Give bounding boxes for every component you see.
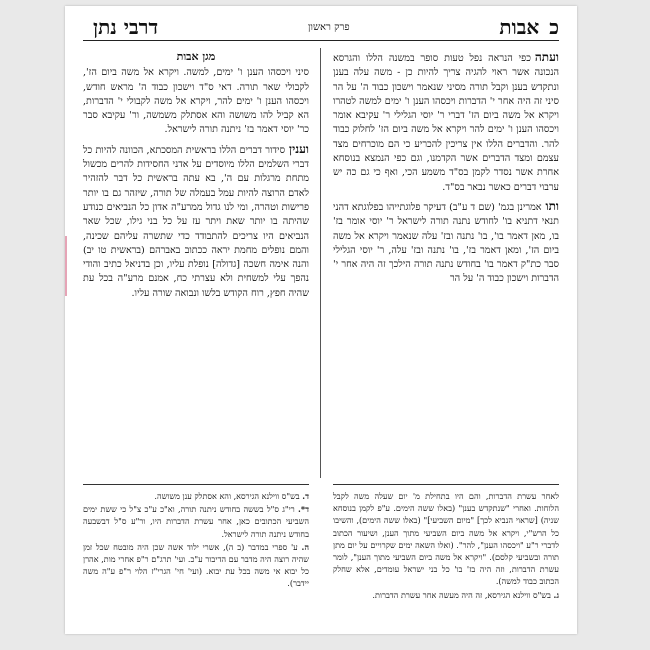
paragraph <box>333 199 559 287</box>
paragraph-text: אמרינן בגמ' (שם ד ע"ב) דעיקר פלוגתייהו בפלוגתא דהני תנאי דתניא בו' לחודש נתנה תורה לישראל ר' יוסי אומר בז' בו, מאן דאמר בו', בו' נתנה ובז' עלה שנאמר ויקרא אל משה ביום הז', ומאן דאמר בז', בו' נתנה ובז' עלה, ר' יוסי הגלילי סבר כת"ק דאמר בו' בחודש נתנה תורה הילכך זה היה אחר י' הדברות וישכון כבוד ה' על הר <box>333 201 559 285</box>
book-title: דרבי נתן <box>93 14 159 39</box>
chapter-label: פרק ראשון <box>307 21 350 33</box>
footnote <box>83 490 309 502</box>
paragraph <box>83 142 309 301</box>
header-right-group <box>499 15 559 40</box>
footnote-text: ע' ספרי במדבר (ב ה), אשרי ילוד אשה שכן היה מובטח שכל זמן שהיה רוצה היה מדבר עם הדיבור ע"כ. ועי' תרג"ם ר"פ אחרי מות, אהרן כל יבוא אי משה בכל עת יבוא. (ועי' חי' הגרי"ז הלוי ר"פ ע"ה משה יידבר). <box>83 541 309 589</box>
commentary-heading: מגן אבות <box>176 50 216 63</box>
paragraph-keyword: וענין <box>289 141 309 156</box>
footnote-rule-left <box>83 484 309 485</box>
left-column <box>83 50 309 305</box>
page-header <box>83 14 559 41</box>
footnote-mark: ה. <box>301 541 309 552</box>
footnote-mark: ד*. <box>298 504 309 515</box>
footnote-text: רי"ג ס"ל בששה בחודש ניתנה תורה, וא"כ ע"כ צ"ל כי ששת ימים השביעי הכתובים כאן, אחר עשרת הדברות היו, ור"ע ס"ל דבשבעה בחודש ניתנה תורה לישראל. <box>83 504 309 539</box>
book-page <box>65 6 577 634</box>
footnote-text: בש"ס ווילנא הגירסא, זה היה מעשה אחר עשרת הדברות. <box>372 589 551 600</box>
footnote <box>83 541 309 590</box>
page-letter: כ <box>549 14 559 39</box>
footnote <box>333 490 559 588</box>
page-spine-mark <box>65 236 67 296</box>
tractate-title: אבות <box>499 14 540 39</box>
paragraph <box>333 50 559 195</box>
paragraph-keyword: ועתה <box>534 50 559 64</box>
footnotes-left <box>83 490 309 591</box>
footnote <box>83 503 309 540</box>
right-column <box>333 50 559 291</box>
footnotes-right <box>333 490 559 602</box>
column-divider <box>320 48 321 478</box>
footnote-rule-right <box>333 484 559 485</box>
footnote <box>333 589 559 601</box>
footnote-mark: ד. <box>302 491 309 501</box>
paragraph-text: סיני ויכסהו הענן ו' ימים, למשה. ויקרא אל משה ביום הז', לקבולי שאר תורה. דאי ס"ד וישכון כבוד ה' מראש חודש, ויכסהו הענן ו' ימים להר, ויקרא אל משה לקבולי י' הדברות, הא קביל להו משושה והא אסתלק משמשה, ור' עקיבא סבר כר' יוסי דאמר בז' ניתנה תורה לישראל. <box>83 67 309 136</box>
footnote-mark: ג. <box>553 589 559 600</box>
paragraph-keyword: ותו <box>545 198 559 213</box>
footnote-text: בש"ס ווילנא הגירסא, והא אסתלק ענן משושה. <box>154 491 300 501</box>
paragraph-text: כפי הנראה נפל טעות סופר במשנה הללו והגרסא הנכונה אשר ראוי להגיה צריך להיות כן - משה עלה בענן ונתקדש בענן וקבל תורה מסיני שנאמר וישכון כבוד ה' על הר סיני זה היה אחר י' הדברות ויכסהו הענן ו' ימים למשה לטהרו ויקרא אל משה ביום הז' דברי ר' יוסי הגלילי ר' עקיבא אומר ויכסהו הענן ו' ימים להר ויקרא אל משה ביום הז' לחלוק כבוד להר. והדברים הללו אין צריכין להכריע כי הם מוכרחים מצד עצמם ומצד הדברים אשר הקדמנו, וגם כפי הנמצא בנוסחא אחרת אשר נסדר לקמן בס"ד משמע הכי, ואף כי גם כה יש ערבוי דברים כאשר נבאר בס"ד. <box>333 53 559 193</box>
footnote-text: לאחר עשרת הדברות, והם היו בתחילת מ' יום שעלה משה לקבל הלוחות. ואחרי "שנתקדש בענן" (באלו ששה הימים. ע"פ לקמן בנוסחא שניה) [שראוי הנביא לכך] "מיום השביעי]" (באלו ששה הימים), והשיבו כל הרש"י, ויקרא אל משה ביום השביעי מתוך הענן, ושיעור הכתוב לדברי ר"ע "ויכסהו הענן", להר". (ואלו השאה ימים שקרויים על יום מתן תורה ובשביעי קלסם). "ויקרא אל משה ביום השביעי מתוך הענן", לומר עשרת הדברות, וזה היה בז' בו' כל בני ישראל עומדים, אלא שחלק הכתוב כבוד למשה). <box>333 491 559 587</box>
paragraph <box>83 66 309 137</box>
paragraph-text: סידור דברים הללו בראשית המסכתא, הכוונה להיות כל דברי השלמים הללו מיוסדים על אדני החסידות להרים מכשול מתחת מרגלות עם ה', בא עתה בראשית כל דבר להזהיר לאדם הרוצה להיות עמל בעמלה של תורה, שיזהר גם בו יותר פרישות וטהרה, ומי לנו גדול ממרע"ה אדון כל הנביאים כנודע שהיתה בו יותר שאת ויתר עז על כל בני גילו, שכל שאר הנביאים היו צריכים להתבודד כדי שתשרה עליהם שכינה, והמם נופלים מחמת יראה ככתוב באברהם (בראשית טו יב) והנה אימה חשכה [גדולה] נופלת עליו, וכן בדניאל כתיב והודי נהפך עלי למשחית ולא עצרתי כח, אמנם מרע"ה בכל עת שהיה חפץ, רוח הקודש בלשו ונבואה שורה עליו. <box>83 144 309 299</box>
